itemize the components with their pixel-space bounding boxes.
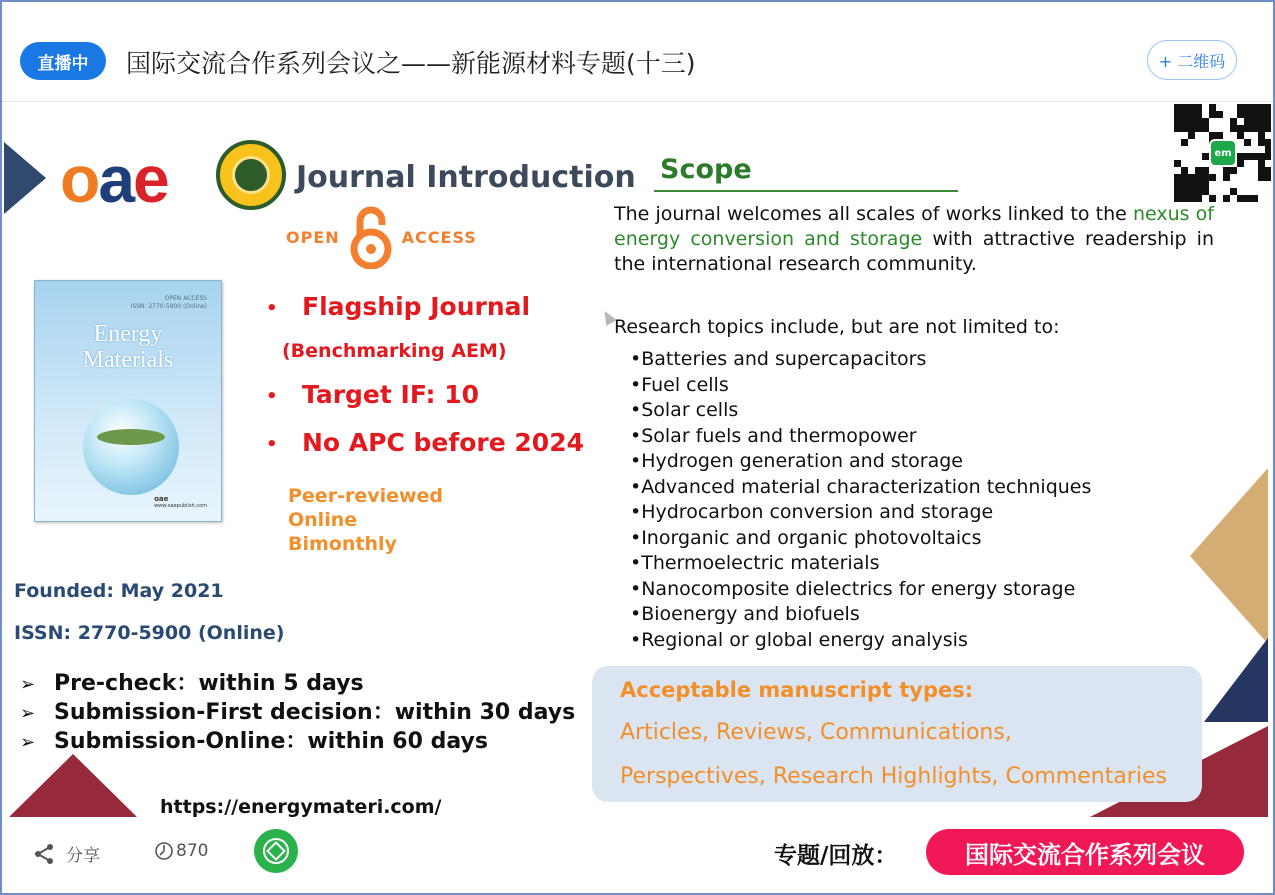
qr-module: [1265, 139, 1271, 146]
qr-module: [1188, 111, 1195, 118]
qr-module: [1209, 174, 1216, 181]
decor-triangle-right-navy: [1204, 638, 1268, 722]
qr-module: [1265, 118, 1271, 125]
qr-module: [1237, 195, 1244, 202]
oae-logo: [60, 142, 168, 216]
qr-module: [1244, 139, 1251, 146]
qr-module: [1265, 167, 1271, 174]
cover-footer: oae www.oaepublish.com: [154, 495, 207, 509]
view-count: [154, 841, 208, 861]
qr-module: [1195, 188, 1202, 195]
manuscript-types-line2: Perspectives, Research Highlights, Commentaries: [620, 764, 1167, 789]
page-title: 国际交流合作系列会议之——新能源材料专题(十三): [126, 49, 696, 78]
manuscript-types-box: [592, 666, 1202, 802]
qr-module: [1244, 118, 1251, 125]
qr-module: [1195, 125, 1202, 132]
oae-logo-letter-e: e: [133, 142, 168, 216]
oae-logo-letter-o: o: [60, 142, 99, 216]
qr-module: [1181, 167, 1188, 174]
qr-module: [1258, 125, 1265, 132]
qr-module: [1174, 118, 1181, 125]
decor-triangle-bottom-left: [8, 754, 138, 817]
university-seal-logo: [216, 140, 286, 210]
open-access-logo: [286, 204, 477, 270]
list-item: •Nanocomposite dielectrics for energy storage: [630, 577, 1076, 600]
timeline-item: ➢ Submission-First decision：within 30 days: [20, 700, 576, 725]
qr-module: [1265, 104, 1271, 111]
qr-module: [1209, 132, 1216, 139]
qr-module: [1216, 132, 1223, 139]
qr-module: [1237, 160, 1244, 167]
qr-module: [1174, 160, 1181, 167]
cover-land-strip: [97, 429, 165, 445]
qr-module: [1258, 111, 1265, 118]
qr-module: [1209, 104, 1216, 111]
qr-module: [1195, 174, 1202, 181]
list-item: •Bioenergy and biofuels: [630, 603, 860, 625]
list-item: •Fuel cells: [630, 373, 729, 396]
highlight-flagship: • Flagship Journal: [266, 292, 531, 321]
qr-module: [1230, 118, 1237, 125]
highlight-benchmark: (Benchmarking AEM): [282, 340, 507, 362]
footer-bar: [2, 817, 1273, 893]
publication-model: Peer-reviewed Online Bimonthly: [288, 485, 444, 555]
topics-intro: Research topics include, but are not limited to:: [614, 316, 1060, 338]
qr-center-logo: em: [1209, 139, 1237, 167]
qr-module: [1174, 125, 1181, 132]
topic-replay-label: 专题/回放：: [774, 843, 898, 869]
qr-module: [1174, 104, 1181, 111]
list-item: •Advanced material characterization techniques: [630, 475, 1092, 498]
qr-module: [1237, 111, 1244, 118]
qr-module: [1188, 104, 1195, 111]
qr-module: [1258, 167, 1265, 174]
timeline-item: ➢ Pre-check：within 5 days: [20, 671, 364, 696]
qr-module: [1258, 174, 1265, 181]
qr-module: [1265, 153, 1271, 160]
qr-module: [1181, 111, 1188, 118]
decor-triangle-right-gold: [1190, 468, 1268, 644]
view-count-value: 870: [176, 841, 209, 861]
qr-module: [1251, 195, 1258, 202]
qr-module: [1244, 125, 1251, 132]
qr-module: [1202, 125, 1209, 132]
qr-module: [1265, 125, 1271, 132]
qr-code-image: [1174, 104, 1271, 202]
list-item: •Batteries and supercapacitors: [630, 348, 927, 370]
scope-heading: Scope: [660, 154, 752, 185]
qr-module: [1251, 111, 1258, 118]
qr-module: [1251, 118, 1258, 125]
cover-water-globe: [83, 399, 179, 495]
qr-module: [1265, 174, 1271, 181]
qr-module: [1258, 104, 1265, 111]
scope-highlight: nexus of energy conversion and storage: [614, 203, 1214, 250]
qr-module: [1202, 153, 1209, 160]
qr-module: [1195, 167, 1202, 174]
qr-module: [1258, 153, 1265, 160]
list-item: •Hydrogen generation and storage: [630, 450, 963, 472]
qr-module: [1188, 132, 1195, 139]
qr-module: [1188, 125, 1195, 132]
qr-module: [1209, 195, 1216, 202]
manuscript-types-line1: Articles, Reviews, Communications,: [620, 720, 1012, 745]
qr-module: [1188, 181, 1195, 188]
share-button[interactable]: [32, 841, 100, 866]
qr-module: [1244, 104, 1251, 111]
highlight-target-if: • Target IF: 10: [266, 380, 480, 409]
journal-url: https://energymateri.com/: [160, 796, 442, 817]
qr-module: [1181, 139, 1188, 146]
open-lock-icon: [346, 205, 396, 269]
qr-module: [1258, 132, 1265, 139]
qr-module: [1223, 174, 1230, 181]
open-access-right-word: ACCESS: [401, 227, 477, 247]
qr-module: [1181, 181, 1188, 188]
qr-module: [1181, 125, 1188, 132]
list-item: •Solar cells: [630, 399, 739, 421]
qr-module: [1188, 118, 1195, 125]
seal-emblem: [232, 156, 270, 194]
qr-module: [1237, 132, 1244, 139]
qr-module: [1188, 188, 1195, 195]
qr-module: [1195, 118, 1202, 125]
oae-logo-letter-a: a: [98, 142, 134, 216]
qr-module: [1244, 111, 1251, 118]
qr-module: [1265, 146, 1271, 153]
timeline-item: ➢ Submission-Online：within 60 days: [20, 729, 488, 754]
qr-module: [1181, 188, 1188, 195]
qr-module: [1188, 174, 1195, 181]
qr-module: [1237, 153, 1244, 160]
list-item: •Solar fuels and thermopower: [630, 424, 917, 447]
qr-module: [1181, 118, 1188, 125]
list-item: •Hydrocarbon conversion and storage: [630, 501, 994, 523]
topic-series-button[interactable]: 国际交流合作系列会议: [926, 829, 1244, 875]
live-badge: 直播中: [20, 42, 106, 80]
qr-module: [1258, 139, 1265, 146]
open-access-left-word: OPEN: [286, 227, 340, 247]
qr-module: [1202, 174, 1209, 181]
qr-module: [1223, 167, 1230, 174]
share-label: 分享: [66, 846, 100, 866]
qr-module: [1202, 181, 1209, 188]
qr-module: [1174, 111, 1181, 118]
views-icon: [154, 841, 174, 861]
qr-module: [1195, 104, 1202, 111]
issn-number: ISSN: 2770-5900 (Online): [14, 622, 285, 644]
highlight-no-apc: • No APC before 2024: [266, 428, 584, 457]
scope-underline: [654, 190, 958, 192]
qr-module: [1181, 195, 1188, 202]
qr-module: [1244, 195, 1251, 202]
qr-module: [1251, 125, 1258, 132]
qr-module: [1202, 188, 1209, 195]
journal-introduction-heading: Journal Introduction: [296, 160, 636, 195]
cover-title: Energy Materials: [82, 321, 174, 373]
qr-module: [1265, 111, 1271, 118]
decor-triangle-left: [4, 142, 46, 214]
qr-module: [1209, 111, 1216, 118]
qr-module: [1174, 181, 1181, 188]
qr-module: [1188, 195, 1195, 202]
diamond-icon: [261, 836, 291, 866]
qr-module: [1174, 188, 1181, 195]
qr-module: [1174, 195, 1181, 202]
qr-module: [1230, 167, 1237, 174]
cover-small-text: OPEN ACCESS ISSN: 2770-5900 (Online): [130, 295, 207, 310]
qr-module: [1237, 125, 1244, 132]
qr-module: [1181, 174, 1188, 181]
share-icon: [32, 842, 56, 866]
qr-module: [1195, 111, 1202, 118]
qr-module: [1216, 111, 1223, 118]
qr-module: [1244, 153, 1251, 160]
share-to-app-button[interactable]: [254, 829, 298, 873]
qr-module: [1202, 167, 1209, 174]
list-item: •Thermoelectric materials: [630, 552, 880, 574]
qr-module: [1174, 174, 1181, 181]
journal-cover-image: [34, 280, 222, 522]
qr-module: [1195, 181, 1202, 188]
presentation-slide: [4, 104, 1271, 817]
qr-module: [1181, 104, 1188, 111]
qr-module: [1258, 118, 1265, 125]
list-item: •Inorganic and organic photovoltaics: [630, 526, 982, 549]
founded-date: Founded: May 2021: [14, 580, 224, 602]
list-item: •Regional or global energy analysis: [630, 628, 968, 651]
qr-module: [1230, 125, 1237, 132]
manuscript-types-title: Acceptable manuscript types:: [620, 678, 974, 702]
qr-module: [1251, 104, 1258, 111]
qr-module: [1251, 153, 1258, 160]
qr-module: [1202, 118, 1209, 125]
qr-module: [1230, 188, 1237, 195]
qr-module: [1195, 195, 1202, 202]
qr-module: [1258, 160, 1265, 167]
qr-module: [1223, 195, 1230, 202]
header: [2, 2, 1273, 102]
scope-description: The journal welcomes all scales of works linked to the nexus of energy conversion and storage with attractive readership in the international research community.: [614, 203, 1214, 275]
qr-module: [1237, 104, 1244, 111]
qr-code-button[interactable]: + 二维码: [1147, 40, 1237, 80]
